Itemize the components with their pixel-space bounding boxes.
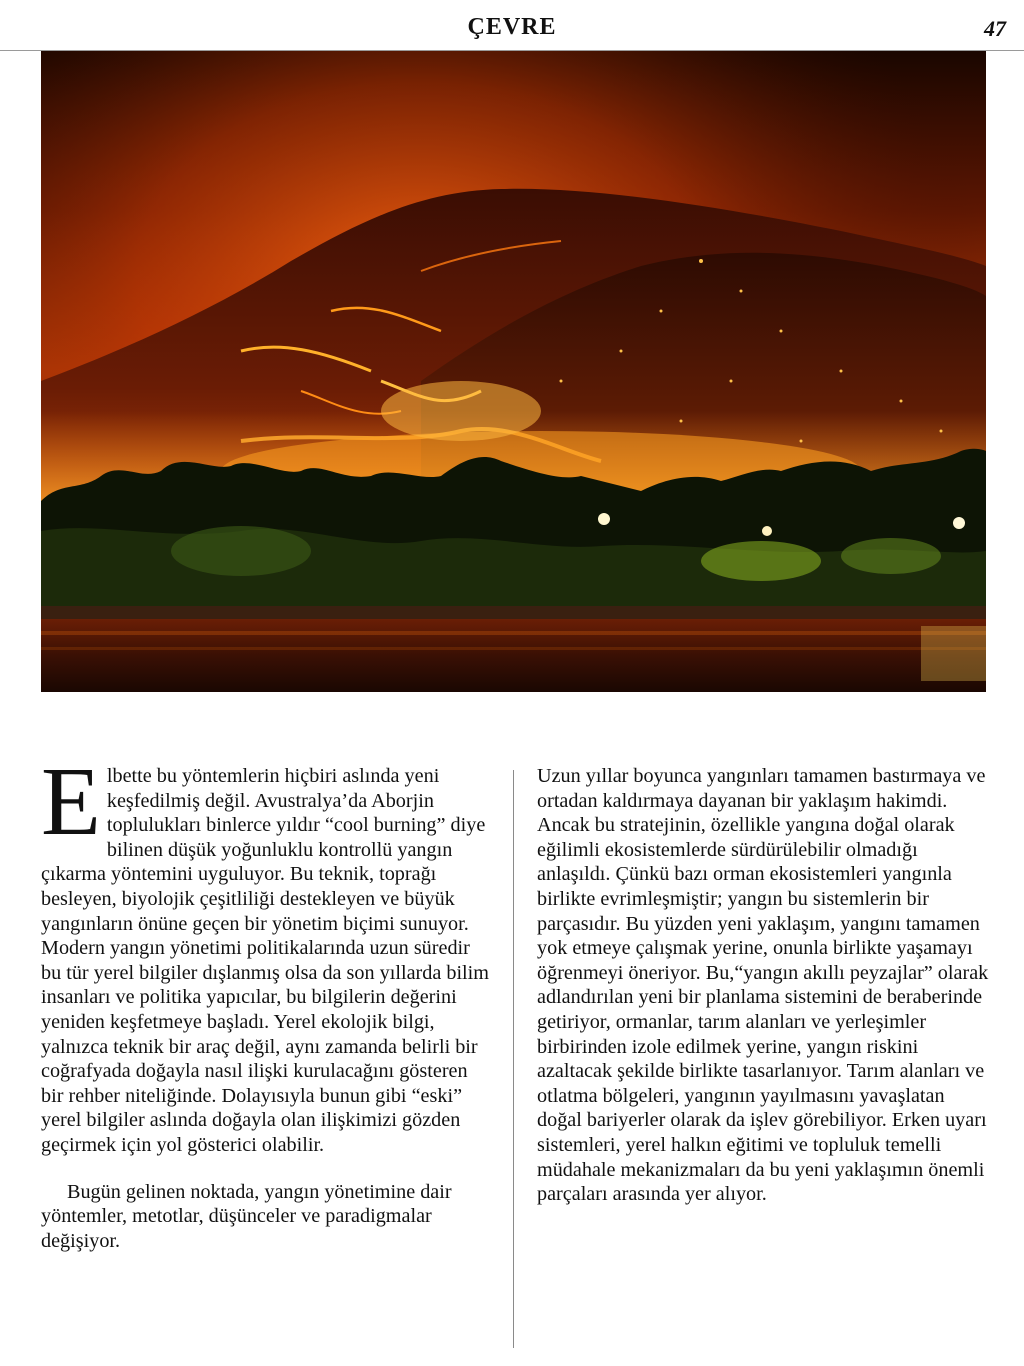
drop-cap: E [41,748,101,856]
article-column-left [41,748,490,1253]
paragraph [41,748,490,1158]
wildfire-photo [41,51,986,692]
paragraph-text: lbette bu yöntemlerin hiçbiri aslında yeni keşfedilmiş değil. Avustralya’da Aborjin toplulukları binlerce yıldır “cool burning” diye bilinen düşük yoğunluklu kontrollü yangın çıkarma yöntemini uyguluyor. Bu teknik, toprağı besleyen, biyolojik çeşitliliği destekleyen ve büyük yangınların önüne geçen bir yönetim biçimi sunuyor. Modern yangın yönetimi politikalarında uzun süredir bu tür yerel bilgiler dışlanmış olsa da son yıllarda bilim insanları ve politika yapıcılar, bu bilgilerin değerini yeniden keşfetmeye başladı. Yerel ekolojik bilgi, yalnızca teknik bir araç değil, aynı zamanda belirli bir coğrafyada doğayla nasıl ilişki kurulacağını gösteren bir rehber niteliğinde. Dolayısıyla bunun gibi “eski” yerel bilgiler aslında doğayla olan ilişkimizi gözden geçirmek için yol gösterici olabilir. [41,765,489,1156]
paragraph: Bugün gelinen noktada, yangın yönetimine dair yöntemler, metotlar, düşünceler ve paradigmalar değişiyor. [41,1180,452,1252]
section-title: ÇEVRE [467,14,557,40]
column-divider [513,770,514,1348]
page-header [0,0,1024,51]
page-number: 47 [984,16,1006,41]
wildfire-illustration [41,51,986,692]
article-column-right [537,764,989,1207]
paragraph: Uzun yıllar boyunca yangınları tamamen bastırmaya ve ortadan kaldırmaya dayanan bir yaklaşım hakimdi. Ancak bu stratejinin, özellikle yangına doğal olarak eğilimli ekosistemlerde sürdürülebilir olmadığı anlaşıldı. Çünkü bazı orman ekosistemleri yangınla birlikte evrimleşmiştir; yangın bu sistemlerin bir parçasıdır. Bu yüzden yeni yaklaşım, yangını tamamen yok etmeye çalışmak yerine, onunla birlikte yaşamayı öğrenmeyi öneriyor. Bu,“yangın akıllı peyzajlar” olarak adlandırılan yeni bir planlama sistemini de beraberinde getiriyor, ormanlar, tarım alanları ve yerleşimler birbirinden izole edilmek yerine, yangın riskini azaltacak şekilde birlikte tasarlanıyor. Tarım alanları ve otlatma bölgeleri, yangının yayılmasını yavaşlatan doğal bariyerler olarak da işlev görebiliyor. Erken uyarı sistemleri, yerel halkın eğitimi ve topluluk temelli müdahale mekanizmaları da bu yeni yaklaşımın önemli parçaları arasında yer alıyor. [537,765,989,1206]
